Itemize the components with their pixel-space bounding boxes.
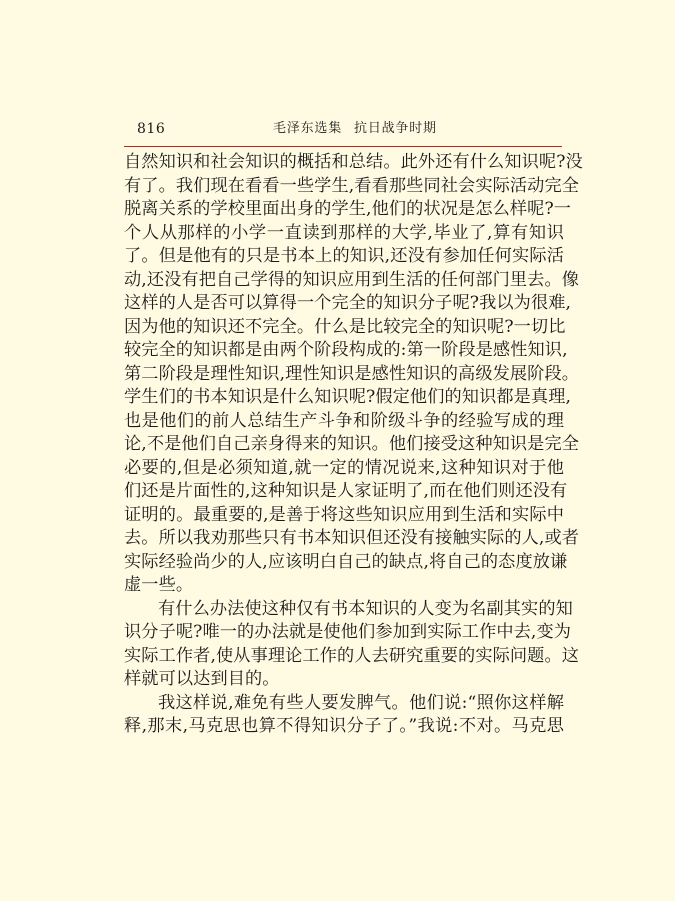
text-line: 学生们的书本知识是什么知识呢?假定他们的知识都是真理,	[124, 387, 572, 407]
text-line: 这样的人是否可以算得一个完全的知识分子呢?我以为很难,	[124, 293, 572, 313]
text-line: 动,还没有把自己学得的知识应用到生活的任何部门里去。像	[124, 269, 580, 290]
text-line: 了。但是他有的只是书本上的知识,还没有参加任何实际活	[124, 246, 564, 266]
text-line: 我这样说,难免有些人要发脾气。他们说:“照你这样解	[158, 692, 564, 713]
running-title	[273, 119, 437, 139]
text-line: 也是他们的前人总结生产斗争和阶级斗争的经验写成的理	[124, 410, 564, 431]
page-number: 816	[137, 121, 166, 137]
text-line: 论,不是他们自己亲身得来的知识。他们接受这种知识是完全	[124, 434, 580, 454]
text-line: 实际经验尚少的人,应该明白自己的缺点,将自己的态度放谦	[124, 551, 568, 572]
text-line: 识分子呢?唯一的办法就是使他们参加到实际工作中去,变为	[124, 622, 572, 642]
text-line: 第二阶段是理性知识,理性知识是感性知识的高级发展阶段。	[124, 363, 580, 384]
text-line: 个人从那样的小学一直读到那样的大学,毕业了,算有知识	[124, 222, 564, 243]
text-line: 们还是片面性的,这种知识是人家证明了,而在他们则还没有	[124, 481, 568, 501]
text-line: 因为他的知识还不完全。什么是比较完全的知识呢?一切比	[124, 316, 566, 337]
text-line: 有了。我们现在看看一些学生,看看那些同社会实际活动完全	[124, 175, 580, 196]
text-line: 较完全的知识都是由两个阶段构成的:第一阶段是感性知识,	[124, 340, 568, 360]
text-line: 实际工作者,使从事理论工作的人去研究重要的实际问题。这	[124, 645, 580, 666]
text-line: 虚一些。	[124, 575, 194, 595]
section-title: 抗日战争时期	[354, 121, 437, 136]
header-rule	[124, 146, 562, 147]
text-line: 释,那末,马克思也算不得知识分子了。”我说:不对。马克思	[124, 716, 564, 736]
text-line: 有什么办法使这种仅有书本知识的人变为名副其实的知	[158, 598, 573, 619]
text-line: 必要的,但是必须知道,就一定的情况说来,这种知识对于他	[124, 457, 564, 478]
book-title: 毛泽东选集	[273, 121, 343, 136]
running-header	[124, 119, 562, 141]
text-line: 自然知识和社会知识的概括和总结。此外还有什么知识呢?没	[124, 152, 583, 172]
body-text	[124, 151, 583, 739]
text-line: 证明的。最重要的,是善于将这些知识应用到生活和实际中	[124, 504, 564, 525]
text-line: 样就可以达到目的。	[124, 669, 280, 689]
text-line: 脱离关系的学校里面出身的学生,他们的状况是怎么样呢?一	[124, 199, 572, 219]
text-line: 去。所以我劝那些只有书本知识但还没有接触实际的人,或者	[124, 528, 580, 548]
